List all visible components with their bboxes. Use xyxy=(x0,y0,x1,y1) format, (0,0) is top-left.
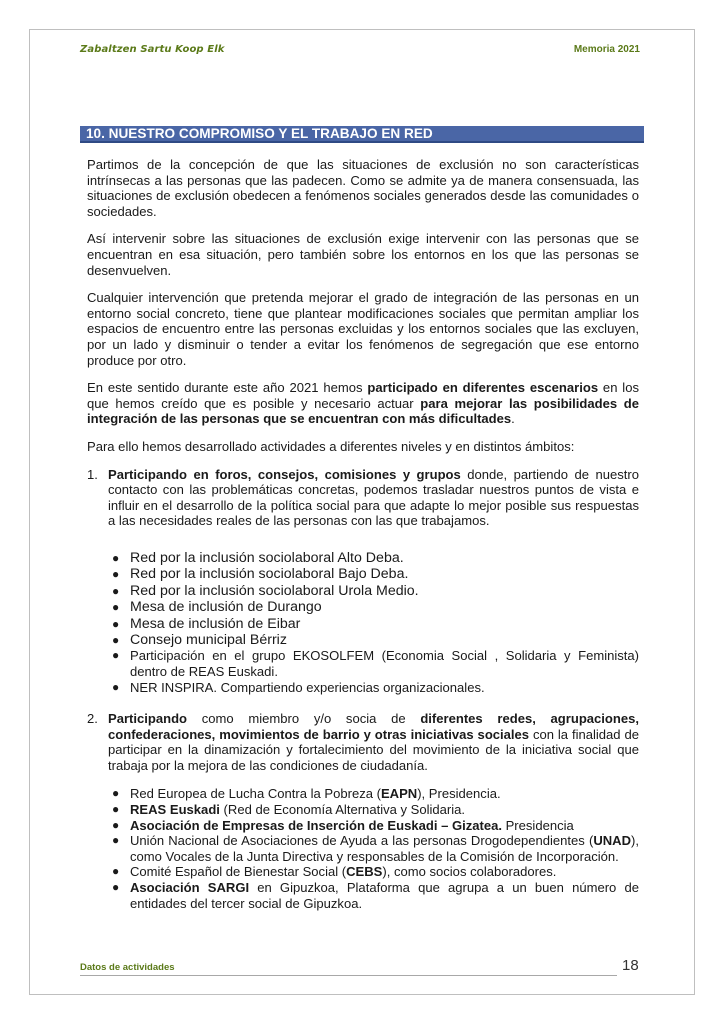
bullet-icon: ● xyxy=(112,567,120,582)
list-item-text: en Gipuzkoa, Plataforma que agrupa a un buen número de entidades del tercer social de Gipuzkoa. xyxy=(130,880,639,911)
list-item-text: Participación en el grupo EKOSOLFEM (Economia Social , Solidaria y Feminista) dentro de REAS Euskadi. xyxy=(130,648,639,679)
bullet-icon: ● xyxy=(112,817,120,832)
bullet-icon: ● xyxy=(112,786,120,801)
document-body xyxy=(87,157,639,911)
footer-section-label: Datos de actividades xyxy=(80,962,175,973)
list-item-text: ), Presidencia. xyxy=(417,786,501,802)
paragraph-2: Así intervenir sobre las situaciones de exclusión exige intervenir con las personas que se encuentran en esa situación, pero también sobre los entornos en los que las personas se desenvuelven. xyxy=(87,231,639,278)
list-item-text: ), como socios colaboradores. xyxy=(382,864,557,880)
bullet-icon: ● xyxy=(112,632,120,647)
footer-divider xyxy=(80,975,617,976)
bullet-icon: ● xyxy=(112,880,120,895)
list-item xyxy=(108,566,639,582)
header-report-title: Memoria 2021 xyxy=(573,44,640,55)
list-item-text: Red por la inclusión sociolaboral Urola Medio. xyxy=(130,582,419,599)
list-item xyxy=(108,680,639,696)
list-item xyxy=(108,648,639,679)
list-item-text: Unión Nacional de Asociaciones de Ayuda a las personas Drogodependientes ( xyxy=(130,833,594,849)
header-org-name: Zabaltzen Sartu Koop Elk xyxy=(80,44,225,55)
p4-text-e: . xyxy=(511,411,515,427)
list-item-text: Comité Español de Bienestar Social ( xyxy=(130,864,347,880)
list-item xyxy=(108,818,639,834)
paragraph-4 xyxy=(87,380,639,427)
paragraph-3: Cualquier intervención que pretenda mejorar el grado de integración de las personas en un entorno social concreto, tiene que plantear modificaciones sociales que permitan ampliar los espacios de encuentro entre las personas excluidas y los entornos sociales que las excluyen, por un lado y disminuir o tender a evitar los fenómenos de segregación que ese entorno produce por otro. xyxy=(87,290,639,368)
list-item-text: ), como Vocales de la Junta Directiva y responsables de la Comisión de Incorporación. xyxy=(130,833,639,864)
list-item-bold: EAPN xyxy=(380,786,418,802)
p4-bold-d: para mejorar las posibilidades de integración de las personas que se encuentran con más dificultades xyxy=(87,395,640,427)
list-item xyxy=(108,802,639,818)
bullet-icon: ● xyxy=(112,802,120,817)
bullet-icon: ● xyxy=(112,600,120,615)
bullet-icon: ● xyxy=(112,679,120,694)
list-item-bold: Asociación SARGI xyxy=(130,880,250,896)
p4-bold-b: participado en diferentes escenarios xyxy=(367,380,599,396)
bullet-icon: ● xyxy=(112,648,120,663)
list-item-text: Mesa de inclusión de Eibar xyxy=(130,615,301,632)
list-item-text: Consejo municipal Bérriz xyxy=(130,631,287,648)
bullet-icon: ● xyxy=(112,616,120,631)
item-number: 2. xyxy=(87,711,98,727)
item-2-bold-2: diferentes redes, agrupaciones, confederaciones, movimientos de barrio y otras iniciativas sociales xyxy=(108,711,639,742)
bullet-icon: ● xyxy=(112,864,120,879)
list-item-bold: Asociación de Empresas de Inserción de Euskadi – Gizatea. xyxy=(130,817,502,833)
list-item xyxy=(108,583,639,599)
section-title: 10. NUESTRO COMPROMISO Y EL TRABAJO EN RED xyxy=(80,126,644,143)
bullet-icon: ● xyxy=(112,833,120,848)
list-item-text: Red por la inclusión sociolaboral Bajo Deba. xyxy=(130,566,409,583)
p4-text-a: En este sentido durante este año 2021 hemos xyxy=(87,380,368,396)
item-2-bold-1: Participando xyxy=(108,711,188,727)
page-number: 18 xyxy=(622,957,639,974)
list-item xyxy=(108,599,639,615)
item-2-bullet-list xyxy=(87,786,639,911)
numbered-item-2 xyxy=(87,711,639,773)
list-item xyxy=(108,550,639,566)
paragraph-5: Para ello hemos desarrollado actividades a diferentes niveles y en distintos ámbitos: xyxy=(87,438,575,454)
item-1-bold: Participando en foros, consejos, comisiones y grupos xyxy=(108,466,461,482)
bullet-icon: ● xyxy=(112,583,120,598)
list-item-text: (Red de Economía Alternativa y Solidaria. xyxy=(219,802,466,818)
list-item-text: NER INSPIRA. Compartiendo experiencias organizacionales. xyxy=(130,679,485,695)
list-item xyxy=(108,864,639,880)
bullet-icon: ● xyxy=(112,550,120,565)
list-item-bold: UNAD xyxy=(593,833,632,849)
item-1-bullet-list xyxy=(87,550,639,695)
numbered-item-1 xyxy=(87,467,639,529)
p4-text-c: en los que hemos creído que es posible y necesario actuar xyxy=(87,380,639,411)
list-item xyxy=(108,786,639,802)
list-item xyxy=(108,880,639,911)
list-item-text: Presidencia xyxy=(501,817,574,833)
item-2-text-1: como miembro y/o socia de xyxy=(187,711,421,727)
list-item xyxy=(108,632,639,648)
item-1-text xyxy=(108,467,639,529)
list-item xyxy=(108,616,639,632)
paragraph-1: Partimos de la concepción de que las situaciones de exclusión no son características intrínsecas a las personas que las padecen. Como se admite ya de manera consensuada, las situaciones de exclusión obedecen a fenómenos sociales generados desde las comunidades o sociedades. xyxy=(87,157,639,219)
item-2-text-2: con la finalidad de participar en la dinamización y fortalecimiento del movimiento de la iniciativa social que trabaja por la mejora de las condiciones de ciudadanía. xyxy=(108,726,639,773)
list-item xyxy=(108,833,639,864)
item-1-rest: donde, partiendo de nuestro contacto con las problemáticas concretas, podemos trasladar nuestros puntos de vista e influir en el desarrollo de la política social para que adapte lo mejor posible sus respuestas a las necesidades reales de las personas con las que trabajamos. xyxy=(108,466,639,529)
list-item-bold: CEBS xyxy=(346,864,383,880)
item-2-text xyxy=(108,711,639,773)
list-item-bold: REAS Euskadi xyxy=(130,802,220,818)
list-item-text: Red Europea de Lucha Contra la Pobreza ( xyxy=(130,786,381,802)
list-item-text: Red por la inclusión sociolaboral Alto Deba. xyxy=(130,549,404,566)
list-item-text: Mesa de inclusión de Durango xyxy=(130,599,322,616)
item-number: 1. xyxy=(87,466,98,482)
